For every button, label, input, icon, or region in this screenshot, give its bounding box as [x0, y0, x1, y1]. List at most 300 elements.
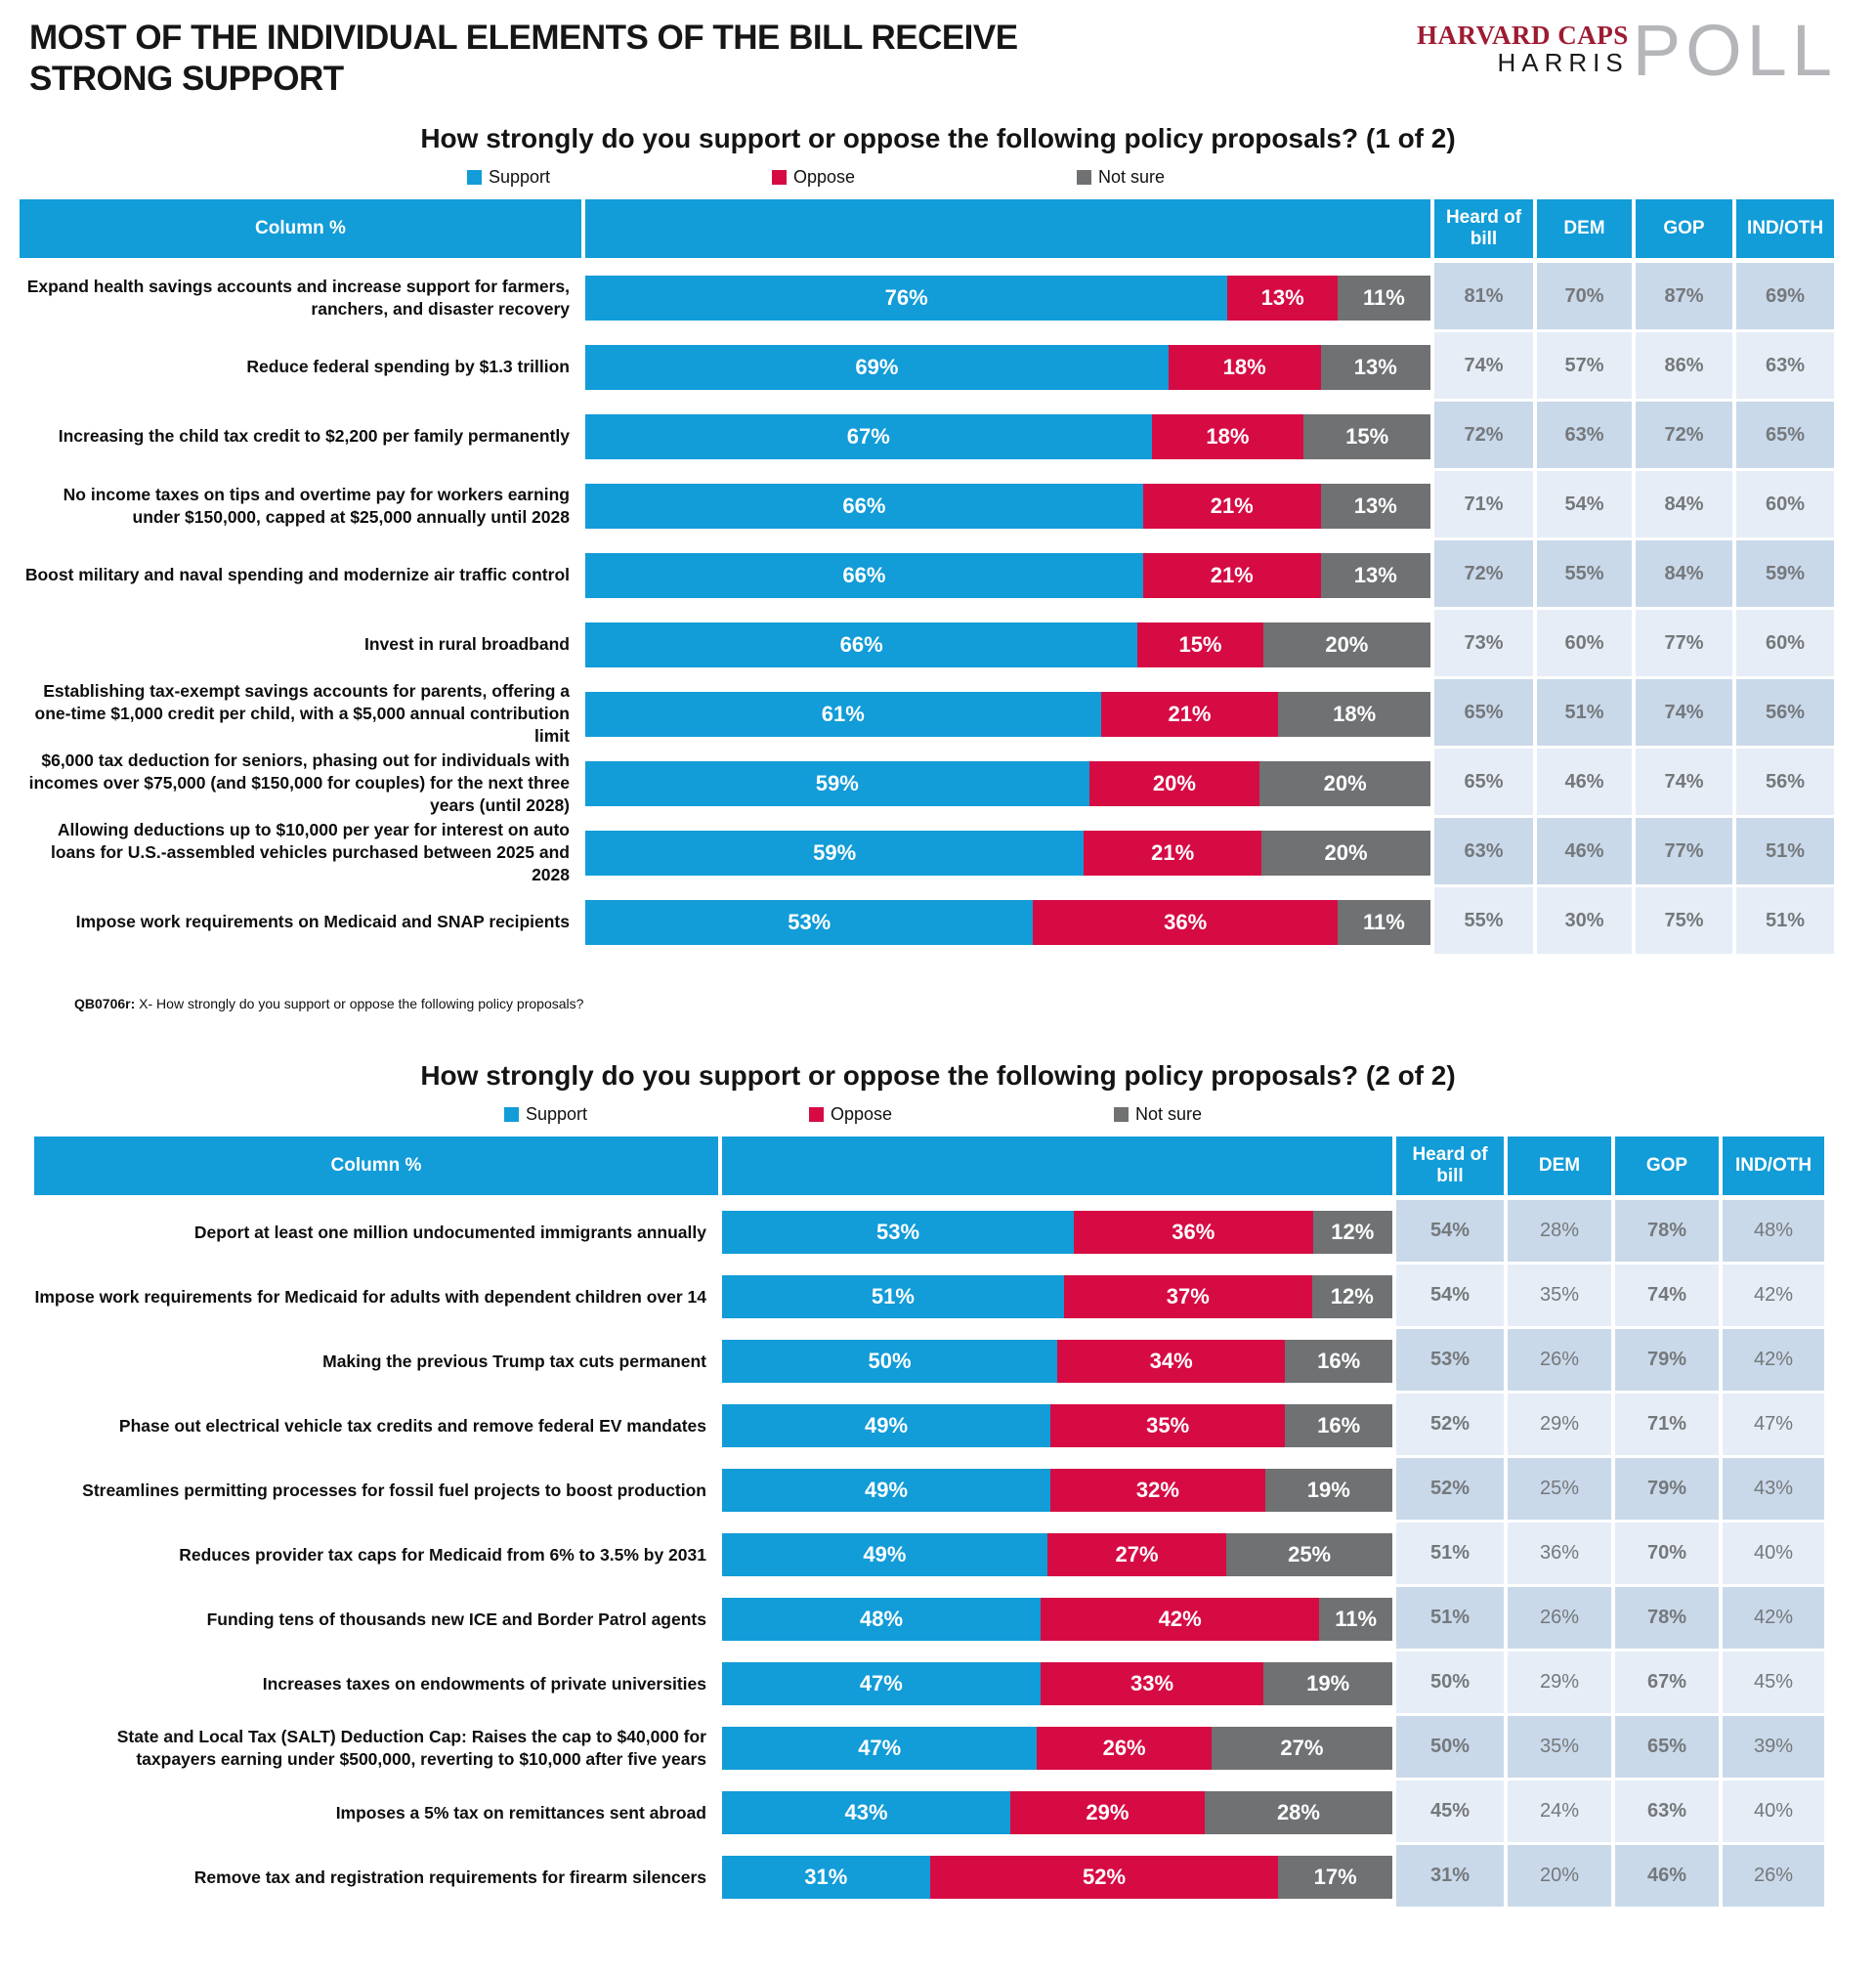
- ind-oth-value: 42%: [1723, 1265, 1824, 1329]
- stacked-bar: [722, 1329, 1392, 1394]
- table-row: [34, 1394, 1876, 1458]
- table-row: [34, 1652, 1876, 1716]
- oppose-value: 21%: [1151, 839, 1195, 865]
- support-value: 48%: [859, 1607, 904, 1631]
- oppose-segment: [1169, 345, 1321, 390]
- heard-of-bill-value: 54%: [1396, 1265, 1504, 1329]
- stacked-bar: [722, 1200, 1392, 1265]
- support-value: 59%: [815, 770, 859, 795]
- row-label: Boost military and naval spending and modernize air traffic control: [24, 565, 570, 585]
- table-row: [34, 1200, 1876, 1265]
- notsure-swatch-icon: [1114, 1107, 1129, 1122]
- row-label: Phase out electrical vehicle tax credits and remove federal EV mandates: [118, 1415, 706, 1436]
- logo-poll: POLL: [1632, 10, 1837, 91]
- support-segment: [585, 900, 1033, 945]
- oppose-segment: [1041, 1662, 1264, 1705]
- footnote-code: QB0706r:: [74, 996, 136, 1011]
- stacked-bar: [722, 1587, 1392, 1652]
- gop-value: 70%: [1615, 1523, 1719, 1587]
- stacked-bar: [722, 1781, 1392, 1845]
- oppose-value: 20%: [1152, 770, 1196, 795]
- ind-oth-value: 40%: [1723, 1523, 1824, 1587]
- notsure-segment: [1313, 1211, 1393, 1254]
- notsure-segment: [1321, 484, 1430, 529]
- legend-item-oppose: [809, 1104, 1114, 1125]
- oppose-segment: [1050, 1469, 1265, 1512]
- support-value: 67%: [846, 423, 890, 449]
- gop-header: GOP: [1636, 199, 1732, 258]
- notsure-segment: [1303, 414, 1430, 459]
- gop-value: 71%: [1615, 1394, 1719, 1458]
- support-value: 53%: [875, 1220, 920, 1244]
- footnote-text: X- How strongly do you support or oppose the following policy proposals?: [135, 996, 584, 1011]
- heard-of-bill-value: 50%: [1396, 1716, 1504, 1781]
- notsure-segment: [1285, 1340, 1392, 1383]
- support-segment: [722, 1275, 1064, 1318]
- notsure-value: 25%: [1288, 1542, 1332, 1566]
- notsure-segment: [1259, 761, 1430, 806]
- notsure-segment: [1278, 1856, 1392, 1899]
- table-row: [20, 402, 1876, 471]
- support-value: 59%: [813, 839, 857, 865]
- support-segment: [722, 1404, 1050, 1447]
- oppose-value: 26%: [1102, 1736, 1146, 1760]
- oppose-segment: [1064, 1275, 1312, 1318]
- notsure-value: 17%: [1313, 1865, 1357, 1889]
- table-row: [34, 1845, 1876, 1910]
- stacked-bar: [585, 471, 1430, 540]
- dem-value: 60%: [1537, 610, 1632, 679]
- row-label: Making the previous Trump tax cuts permanent: [322, 1351, 706, 1371]
- heard-of-bill-value: 51%: [1396, 1587, 1504, 1652]
- ind-oth-value: 56%: [1736, 749, 1834, 818]
- dem-value: 54%: [1537, 471, 1632, 540]
- oppose-segment: [1089, 761, 1260, 806]
- logo-harvard-caps: HARVARD CAPS: [1416, 21, 1629, 50]
- oppose-segment: [930, 1856, 1279, 1899]
- oppose-value: 18%: [1222, 354, 1266, 379]
- logo-harris: HARRIS: [1497, 48, 1629, 78]
- heard-of-bill-value: 53%: [1396, 1329, 1504, 1394]
- dem-value: 29%: [1508, 1652, 1611, 1716]
- legend-label-oppose: Oppose: [831, 1104, 893, 1124]
- dem-value: 24%: [1508, 1781, 1611, 1845]
- dem-value: 30%: [1537, 887, 1632, 957]
- gop-header: GOP: [1615, 1137, 1719, 1195]
- support-segment: [585, 831, 1084, 876]
- notsure-segment: [1263, 1662, 1392, 1705]
- legend-item-support: [467, 167, 772, 188]
- notsure-value: 13%: [1353, 493, 1397, 518]
- ind-oth-value: 45%: [1723, 1652, 1824, 1716]
- heard-of-bill-value: 72%: [1434, 540, 1533, 610]
- oppose-value: 21%: [1210, 562, 1254, 587]
- heard-of-bill-value: 63%: [1434, 818, 1533, 887]
- table-row: [34, 1587, 1876, 1652]
- support-value: 66%: [842, 562, 886, 587]
- oppose-value: 34%: [1149, 1349, 1193, 1373]
- oppose-swatch-icon: [809, 1107, 824, 1122]
- gop-value: 46%: [1615, 1845, 1719, 1910]
- table-row: [34, 1716, 1876, 1781]
- heard-of-bill-value: 72%: [1434, 402, 1533, 471]
- stacked-bar: [585, 332, 1430, 402]
- ind-oth-header: IND/OTH: [1723, 1137, 1824, 1195]
- oppose-swatch-icon: [772, 170, 787, 185]
- stacked-bar: [722, 1458, 1392, 1523]
- support-value: 49%: [865, 1478, 909, 1502]
- heard-of-bill-value: 54%: [1396, 1200, 1504, 1265]
- bars-header: [585, 199, 1430, 258]
- oppose-value: 21%: [1168, 701, 1212, 726]
- stacked-bar: [585, 679, 1430, 749]
- dem-value: 28%: [1508, 1200, 1611, 1265]
- support-segment: [722, 1340, 1057, 1383]
- gop-value: 74%: [1636, 749, 1732, 818]
- row-label: Reduce federal spending by $1.3 trillion: [246, 357, 570, 377]
- oppose-value: 33%: [1130, 1671, 1174, 1695]
- support-value: 66%: [839, 631, 883, 657]
- chart-2-legend: [504, 1104, 1876, 1125]
- support-value: 47%: [859, 1671, 903, 1695]
- heard-of-bill-value: 51%: [1396, 1523, 1504, 1587]
- heard-of-bill-value: 45%: [1396, 1781, 1504, 1845]
- support-segment: [585, 276, 1227, 321]
- stacked-bar: [585, 749, 1430, 818]
- ind-oth-value: 69%: [1736, 263, 1834, 332]
- notsure-segment: [1278, 692, 1430, 737]
- gop-value: 87%: [1636, 263, 1732, 332]
- stacked-bar: [585, 610, 1430, 679]
- dem-value: 35%: [1508, 1716, 1611, 1781]
- table-row: [20, 749, 1876, 818]
- legend-item-notsure: [1077, 167, 1382, 188]
- row-label: Invest in rural broadband: [363, 634, 570, 655]
- row-label: State and Local Tax (SALT) Deduction Cap: Raises the cap to $40,000 for taxpayers earning under $500,000, reverting to $10,000 after five years: [116, 1727, 706, 1769]
- dem-value: 57%: [1537, 332, 1632, 402]
- dem-header: DEM: [1508, 1137, 1611, 1195]
- stacked-bar: [585, 540, 1430, 610]
- heard-of-bill-value: 74%: [1434, 332, 1533, 402]
- gop-value: 86%: [1636, 332, 1732, 402]
- support-segment: [722, 1791, 1010, 1834]
- legend-item-support: [504, 1104, 809, 1125]
- table-row: [20, 610, 1876, 679]
- dem-value: 63%: [1537, 402, 1632, 471]
- notsure-segment: [1338, 276, 1430, 321]
- support-value: 43%: [844, 1800, 888, 1824]
- bars-header: [722, 1137, 1392, 1195]
- table-header-row: [34, 1137, 1876, 1195]
- gop-value: 72%: [1636, 402, 1732, 471]
- gop-value: 84%: [1636, 471, 1732, 540]
- ind-oth-value: 43%: [1723, 1458, 1824, 1523]
- dem-value: 46%: [1537, 749, 1632, 818]
- oppose-value: 52%: [1082, 1865, 1127, 1889]
- oppose-value: 15%: [1178, 631, 1222, 657]
- notsure-segment: [1285, 1404, 1392, 1447]
- support-segment: [722, 1533, 1047, 1576]
- notsure-value: 11%: [1363, 909, 1405, 934]
- legend-label-support: Support: [489, 167, 551, 187]
- row-label: Allowing deductions up to $10,000 per year for interest on auto loans for U.S.-assembled vehicles purchased between 2025 and 2028: [50, 820, 570, 884]
- oppose-segment: [1057, 1340, 1285, 1383]
- dem-value: 70%: [1537, 263, 1632, 332]
- ind-oth-value: 42%: [1723, 1587, 1824, 1652]
- heard-of-bill-value: 81%: [1434, 263, 1533, 332]
- chart-1-table: [0, 199, 1876, 957]
- ind-oth-value: 56%: [1736, 679, 1834, 749]
- notsure-segment: [1265, 1469, 1392, 1512]
- row-label: Expand health savings accounts and increase support for farmers, ranchers, and disaster recovery: [26, 276, 570, 319]
- heard-of-bill-value: 65%: [1434, 749, 1533, 818]
- footnote: [74, 996, 1876, 1011]
- oppose-segment: [1227, 276, 1337, 321]
- notsure-segment: [1261, 831, 1430, 876]
- notsure-value: 19%: [1306, 1671, 1350, 1695]
- stacked-bar: [722, 1716, 1392, 1781]
- gop-value: 78%: [1615, 1200, 1719, 1265]
- gop-value: 74%: [1636, 679, 1732, 749]
- support-value: 50%: [868, 1349, 912, 1373]
- oppose-segment: [1137, 622, 1262, 667]
- heard-of-bill-value: 31%: [1396, 1845, 1504, 1910]
- support-value: 69%: [855, 354, 899, 379]
- support-segment: [722, 1598, 1041, 1641]
- row-label: Reduces provider tax caps for Medicaid from 6% to 3.5% by 2031: [179, 1544, 706, 1565]
- support-segment: [585, 414, 1152, 459]
- support-value: 47%: [858, 1736, 902, 1760]
- heard-of-bill-value: 50%: [1396, 1652, 1504, 1716]
- gop-value: 63%: [1615, 1781, 1719, 1845]
- row-label: Deport at least one million undocumented immigrants annually: [193, 1222, 706, 1242]
- notsure-value: 16%: [1317, 1413, 1361, 1438]
- chart-1-title: How strongly do you support or oppose the following policy proposals? (1 of 2): [420, 123, 1456, 153]
- oppose-value: 21%: [1210, 493, 1254, 518]
- support-segment: [585, 553, 1143, 598]
- oppose-segment: [1047, 1533, 1226, 1576]
- row-label: Establishing tax-exempt savings accounts for parents, offering a one-time $1,000 credit per child, with a $5,000 annual contribution limit: [34, 681, 570, 746]
- oppose-segment: [1152, 414, 1304, 459]
- table-row: [20, 471, 1876, 540]
- chart-2-section: [0, 1060, 1876, 1910]
- gop-value: 79%: [1615, 1458, 1719, 1523]
- oppose-segment: [1101, 692, 1279, 737]
- gop-value: 75%: [1636, 887, 1732, 957]
- oppose-segment: [1143, 484, 1321, 529]
- stacked-bar: [585, 818, 1430, 887]
- notsure-segment: [1263, 622, 1430, 667]
- oppose-value: 37%: [1166, 1284, 1210, 1309]
- oppose-segment: [1143, 553, 1321, 598]
- notsure-value: 20%: [1323, 770, 1367, 795]
- dem-value: 25%: [1508, 1458, 1611, 1523]
- row-label: Streamlines permitting processes for fossil fuel projects to boost production: [82, 1480, 706, 1500]
- row-label: Impose work requirements for Medicaid for adults with dependent children over 14: [34, 1286, 706, 1307]
- ind-oth-value: 60%: [1736, 610, 1834, 679]
- notsure-value: 19%: [1306, 1478, 1350, 1502]
- legend-label-notsure: Not sure: [1098, 167, 1166, 187]
- chart-2-title: How strongly do you support or oppose the following policy proposals? (2 of 2): [420, 1060, 1456, 1091]
- ind-oth-value: 48%: [1723, 1200, 1824, 1265]
- stacked-bar: [585, 887, 1430, 957]
- row-label: Increasing the child tax credit to $2,200 per family permanently: [58, 426, 570, 447]
- notsure-value: 18%: [1333, 701, 1377, 726]
- notsure-value: 20%: [1324, 839, 1368, 865]
- ind-oth-value: 47%: [1723, 1394, 1824, 1458]
- ind-oth-value: 39%: [1723, 1716, 1824, 1781]
- support-segment: [585, 484, 1143, 529]
- heard-of-bill-header: Heard of bill: [1434, 199, 1533, 258]
- support-segment: [585, 761, 1089, 806]
- gop-value: 79%: [1615, 1329, 1719, 1394]
- column-pct-header: Column %: [34, 1137, 718, 1195]
- row-label: Funding tens of thousands new ICE and Border Patrol agents: [206, 1609, 706, 1629]
- notsure-segment: [1321, 553, 1430, 598]
- notsure-swatch-icon: [1077, 170, 1091, 185]
- ind-oth-value: 65%: [1736, 402, 1834, 471]
- support-value: 49%: [863, 1542, 907, 1566]
- support-value: 61%: [821, 701, 865, 726]
- heard-of-bill-value: 71%: [1434, 471, 1533, 540]
- support-value: 51%: [871, 1284, 915, 1309]
- stacked-bar: [722, 1394, 1392, 1458]
- support-segment: [722, 1727, 1037, 1770]
- notsure-value: 28%: [1276, 1800, 1320, 1824]
- chart-2-table: [0, 1137, 1876, 1910]
- legend-label-notsure: Not sure: [1135, 1104, 1203, 1124]
- gop-value: 84%: [1636, 540, 1732, 610]
- table-row: [34, 1265, 1876, 1329]
- column-pct-header: Column %: [20, 199, 581, 258]
- ind-oth-value: 59%: [1736, 540, 1834, 610]
- oppose-segment: [1084, 831, 1261, 876]
- gop-value: 74%: [1615, 1265, 1719, 1329]
- support-value: 66%: [842, 493, 886, 518]
- oppose-value: 29%: [1086, 1800, 1130, 1824]
- table-row: [34, 1523, 1876, 1587]
- slide-header: [0, 0, 1876, 100]
- gop-value: 65%: [1615, 1716, 1719, 1781]
- dem-value: 35%: [1508, 1265, 1611, 1329]
- oppose-value: 36%: [1164, 909, 1208, 934]
- logo-wordmark: [1417, 21, 1629, 77]
- stacked-bar: [722, 1523, 1392, 1587]
- notsure-segment: [1338, 900, 1430, 945]
- notsure-value: 12%: [1330, 1284, 1374, 1309]
- table-header-row: [20, 199, 1876, 258]
- ind-oth-value: 60%: [1736, 471, 1834, 540]
- page-title: MOST OF THE INDIVIDUAL ELEMENTS OF THE BILL RECEIVE STRONG SUPPORT: [29, 19, 1018, 98]
- support-segment: [585, 692, 1101, 737]
- row-label: Imposes a 5% tax on remittances sent abroad: [335, 1802, 706, 1823]
- notsure-segment: [1212, 1727, 1392, 1770]
- oppose-segment: [1010, 1791, 1205, 1834]
- row-label: Remove tax and registration requirements for firearm silencers: [193, 1867, 706, 1887]
- notsure-value: 12%: [1331, 1220, 1375, 1244]
- notsure-value: 15%: [1345, 423, 1389, 449]
- oppose-value: 18%: [1206, 423, 1250, 449]
- table-row: [20, 332, 1876, 402]
- gop-value: 67%: [1615, 1652, 1719, 1716]
- oppose-segment: [1037, 1727, 1211, 1770]
- support-value: 49%: [865, 1413, 909, 1438]
- dem-value: 26%: [1508, 1587, 1611, 1652]
- dem-value: 29%: [1508, 1394, 1611, 1458]
- heard-of-bill-value: 73%: [1434, 610, 1533, 679]
- support-segment: [722, 1856, 930, 1899]
- dem-value: 36%: [1508, 1523, 1611, 1587]
- oppose-value: 36%: [1172, 1220, 1215, 1244]
- support-segment: [585, 345, 1169, 390]
- support-value: 53%: [788, 909, 831, 934]
- ind-oth-header: IND/OTH: [1736, 199, 1834, 258]
- oppose-value: 42%: [1158, 1607, 1202, 1631]
- notsure-segment: [1205, 1791, 1392, 1834]
- dem-value: 46%: [1537, 818, 1632, 887]
- oppose-segment: [1033, 900, 1337, 945]
- table-row: [20, 263, 1876, 332]
- heard-of-bill-header: Heard of bill: [1396, 1137, 1504, 1195]
- heard-of-bill-value: 52%: [1396, 1394, 1504, 1458]
- oppose-value: 27%: [1115, 1542, 1159, 1566]
- stacked-bar: [722, 1652, 1392, 1716]
- ind-oth-value: 40%: [1723, 1781, 1824, 1845]
- dem-header: DEM: [1537, 199, 1632, 258]
- notsure-value: 13%: [1353, 354, 1397, 379]
- stacked-bar: [722, 1845, 1392, 1910]
- table-row: [20, 540, 1876, 610]
- support-segment: [585, 622, 1137, 667]
- stacked-bar: [585, 263, 1430, 332]
- stacked-bar: [585, 402, 1430, 471]
- support-value: 76%: [884, 284, 928, 310]
- oppose-segment: [1041, 1598, 1319, 1641]
- row-label: No income taxes on tips and overtime pay for workers earning under $150,000, capped at $25,000 annually until 2028: [63, 484, 570, 527]
- harvard-caps-harris-poll-logo: [1416, 10, 1837, 91]
- oppose-value: 32%: [1135, 1478, 1179, 1502]
- legend-item-oppose: [772, 167, 1077, 188]
- support-segment: [722, 1211, 1074, 1254]
- notsure-value: 16%: [1317, 1349, 1361, 1373]
- gop-value: 77%: [1636, 818, 1732, 887]
- table-row: [34, 1329, 1876, 1394]
- gop-value: 77%: [1636, 610, 1732, 679]
- notsure-segment: [1319, 1598, 1392, 1641]
- support-swatch-icon: [504, 1107, 519, 1122]
- table-row: [20, 818, 1876, 887]
- heard-of-bill-value: 52%: [1396, 1458, 1504, 1523]
- row-label: Increases taxes on endowments of private universities: [262, 1673, 706, 1694]
- row-label: $6,000 tax deduction for seniors, phasing out for individuals with incomes over $75,000 (and $150,000 for couples) for the next three years (until 2028): [28, 751, 570, 815]
- notsure-value: 20%: [1325, 631, 1369, 657]
- heard-of-bill-value: 55%: [1434, 887, 1533, 957]
- ind-oth-value: 51%: [1736, 887, 1834, 957]
- oppose-segment: [1050, 1404, 1285, 1447]
- support-segment: [722, 1662, 1041, 1705]
- notsure-segment: [1321, 345, 1430, 390]
- support-value: 31%: [804, 1865, 848, 1889]
- dem-value: 20%: [1508, 1845, 1611, 1910]
- notsure-value: 27%: [1280, 1736, 1324, 1760]
- dem-value: 55%: [1537, 540, 1632, 610]
- ind-oth-value: 26%: [1723, 1845, 1824, 1910]
- legend-label-oppose: Oppose: [793, 167, 856, 187]
- gop-value: 78%: [1615, 1587, 1719, 1652]
- notsure-value: 11%: [1363, 284, 1405, 310]
- table-row: [34, 1458, 1876, 1523]
- chart-1-legend: [467, 167, 1876, 188]
